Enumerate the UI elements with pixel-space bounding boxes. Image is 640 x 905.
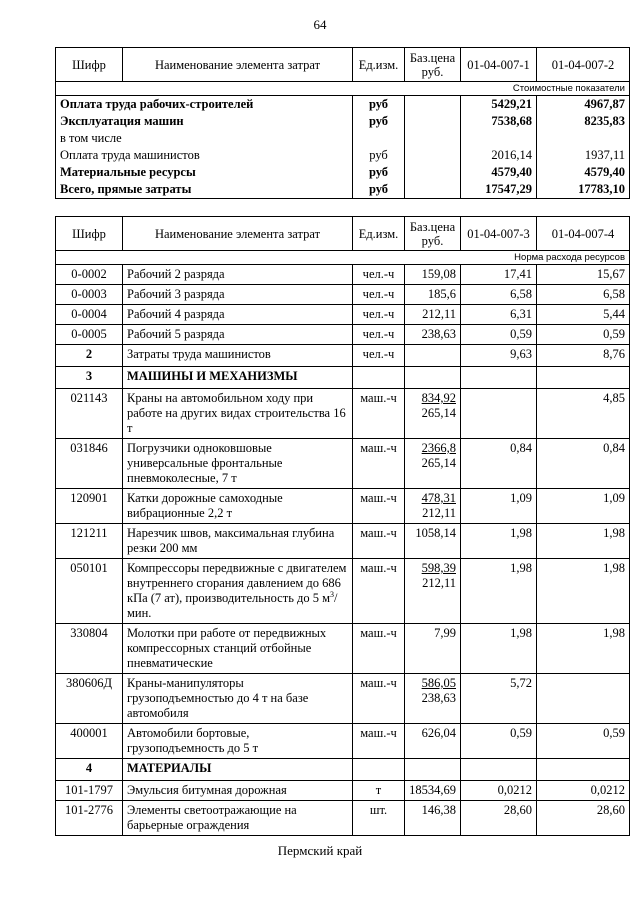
base-price-cell: 185,6 (405, 285, 461, 305)
base-price-cell (405, 559, 461, 624)
base-price-cell: 18534,69 (405, 781, 461, 801)
value-col-b: 8235,83 (537, 113, 630, 130)
cost-indicators-table (55, 47, 630, 199)
resource-name (123, 674, 353, 724)
price-numerator: 478,31 (421, 491, 456, 505)
resource-code: 0-0003 (56, 285, 123, 305)
value-col-a: 1,98 (461, 624, 537, 674)
unit-cell: руб (353, 113, 405, 130)
unit-cell: чел.-ч (353, 285, 405, 305)
header-col-a: 01-04-007-3 (461, 217, 537, 251)
value-col-a: 17,41 (461, 265, 537, 285)
price-fraction (422, 676, 456, 706)
resource-name-text: Рабочий 2 разряда (127, 267, 225, 281)
value-col-b: 17783,10 (537, 181, 630, 199)
base-price-cell (405, 367, 461, 389)
unit-cell: т (353, 781, 405, 801)
value-col-b: 1937,11 (537, 147, 630, 164)
resource-name-text: Затраты труда машинистов (127, 347, 271, 361)
header-col-a: 01-04-007-1 (461, 48, 537, 82)
resource-name-text: Катки дорожные самоходные вибрационные 2,2 т (127, 491, 283, 520)
resource-name (123, 724, 353, 759)
header-col-b: 01-04-007-2 (537, 48, 630, 82)
value-col-a: 9,63 (461, 345, 537, 367)
value-col-a: 1,98 (461, 559, 537, 624)
unit-cell: руб (353, 181, 405, 199)
value-col-a: 0,59 (461, 325, 537, 345)
value-col-b: 6,58 (537, 285, 630, 305)
value-col-a: 0,59 (461, 724, 537, 759)
table-row (56, 285, 630, 305)
table-row (56, 130, 630, 147)
resource-name (123, 801, 353, 836)
page-number: 64 (313, 17, 327, 32)
base-price-cell (405, 489, 461, 524)
resource-code: 2 (56, 345, 123, 367)
resource-name (123, 285, 353, 305)
table-row (56, 781, 630, 801)
base-price-cell: 146,38 (405, 801, 461, 836)
value-col-b: 0,84 (537, 439, 630, 489)
resource-code: 0-0004 (56, 305, 123, 325)
value-col-a: 1,98 (461, 524, 537, 559)
section-row (56, 345, 630, 367)
value-col-a (461, 759, 537, 781)
table-row (56, 389, 630, 439)
resource-name-text: Эмульсия битумная дорожная (127, 783, 287, 797)
value-col-b: 1,09 (537, 489, 630, 524)
value-col-a: 0,0212 (461, 781, 537, 801)
unit-cell: маш.-ч (353, 624, 405, 674)
resource-code: 101-1797 (56, 781, 123, 801)
resource-name (123, 489, 353, 524)
resource-norms-table (55, 216, 630, 836)
resource-name-text: Краны на автомобильном ходу при работе на других видах строительства 16 т (127, 391, 346, 435)
unit-cell: маш.-ч (353, 524, 405, 559)
base-price-cell (405, 759, 461, 781)
value-col-a: 5,72 (461, 674, 537, 724)
cost-item-name: Эксплуатация машин (56, 113, 353, 130)
base-price-cell: 1058,14 (405, 524, 461, 559)
value-col-a: 6,58 (461, 285, 537, 305)
header-name: Наименование элемента затрат (123, 48, 353, 82)
unit-cell: чел.-ч (353, 345, 405, 367)
value-col-a (461, 367, 537, 389)
unit-cell: чел.-ч (353, 305, 405, 325)
value-col-a (461, 130, 537, 147)
value-col-b: 5,44 (537, 305, 630, 325)
resource-name-text: Рабочий 3 разряда (127, 287, 225, 301)
resource-code: 3 (56, 367, 123, 389)
price-numerator: 586,05 (421, 676, 456, 690)
resource-code: 121211 (56, 524, 123, 559)
price-denominator: 212,11 (422, 506, 456, 520)
cost-item-name: Оплата труда рабочих-строителей (56, 96, 353, 114)
resource-name-text: МАТЕРИАЛЫ (127, 761, 212, 775)
value-col-a: 7538,68 (461, 113, 537, 130)
section-row (56, 759, 630, 781)
resource-code: 330804 (56, 624, 123, 674)
value-col-b: 0,59 (537, 724, 630, 759)
table-row (56, 801, 630, 836)
resource-code: 0-0002 (56, 265, 123, 285)
resource-code: 0-0005 (56, 325, 123, 345)
table-row (56, 305, 630, 325)
resource-name (123, 389, 353, 439)
table-row (56, 164, 630, 181)
header-base-price: Баз.цена руб. (405, 217, 461, 251)
unit-cell: маш.-ч (353, 439, 405, 489)
table-row (56, 113, 630, 130)
value-col-a: 2016,14 (461, 147, 537, 164)
base-price-cell (405, 345, 461, 367)
resource-name-text: Рабочий 4 разряда (127, 307, 225, 321)
price-denominator: 238,63 (421, 691, 456, 705)
base-price-cell (405, 147, 461, 164)
value-col-b: 15,67 (537, 265, 630, 285)
table-row (56, 147, 630, 164)
value-col-a: 6,31 (461, 305, 537, 325)
unit-cell: маш.-ч (353, 674, 405, 724)
resource-name (123, 367, 353, 389)
unit-cell (353, 130, 405, 147)
resource-name-text: Краны-манипуляторы грузоподъемностью до 4 т на базе автомобиля (127, 676, 309, 720)
resource-name (123, 524, 353, 559)
value-col-a: 0,84 (461, 439, 537, 489)
unit-cell: шт. (353, 801, 405, 836)
superscript: 3 (330, 589, 335, 599)
price-denominator: 212,11 (422, 576, 456, 590)
cost-item-name: Всего, прямые затраты (56, 181, 353, 199)
unit-cell: руб (353, 96, 405, 114)
value-col-b: 0,0212 (537, 781, 630, 801)
resource-code: 050101 (56, 559, 123, 624)
base-price-cell (405, 96, 461, 114)
value-col-a: 17547,29 (461, 181, 537, 199)
resource-name (123, 345, 353, 367)
unit-cell: руб (353, 164, 405, 181)
value-col-b: 1,98 (537, 559, 630, 624)
unit-cell: чел.-ч (353, 265, 405, 285)
header-col-b: 01-04-007-4 (537, 217, 630, 251)
resource-name-text: Молотки при работе от передвижных компрессорных станций отбойные пневматические (127, 626, 327, 670)
section-row (56, 367, 630, 389)
cost-item-name: в том числе (56, 130, 353, 147)
value-col-b: 0,59 (537, 325, 630, 345)
table-row (56, 489, 630, 524)
base-price-cell (405, 674, 461, 724)
resource-name-text: МАШИНЫ И МЕХАНИЗМЫ (127, 369, 298, 383)
table-row (56, 674, 630, 724)
header-unit: Ед.изм. (353, 48, 405, 82)
value-col-b: 4967,87 (537, 96, 630, 114)
table-row (56, 181, 630, 199)
footer-region: Пермский край (277, 843, 363, 858)
subheader: Норма расхода ресурсов (56, 251, 630, 265)
header-base-price: Баз.цена руб. (405, 48, 461, 82)
table-row (56, 724, 630, 759)
price-fraction (422, 441, 456, 471)
unit-cell: руб (353, 147, 405, 164)
resource-code: 031846 (56, 439, 123, 489)
resource-code: 021143 (56, 389, 123, 439)
header-name: Наименование элемента затрат (123, 217, 353, 251)
resource-name-text: Элементы светоотражающие на барьерные ограждения (127, 803, 297, 832)
base-price-cell: 7,99 (405, 624, 461, 674)
resource-code: 400001 (56, 724, 123, 759)
unit-cell: чел.-ч (353, 325, 405, 345)
unit-cell: маш.-ч (353, 489, 405, 524)
resource-name-text: Нарезчик швов, максимальная глубина резки 200 мм (127, 526, 335, 555)
price-numerator: 598,39 (421, 561, 456, 575)
price-fraction (422, 391, 456, 421)
base-price-cell (405, 181, 461, 199)
value-col-b (537, 130, 630, 147)
cost-item-name: Материальные ресурсы (56, 164, 353, 181)
value-col-a: 5429,21 (461, 96, 537, 114)
price-denominator: 265,14 (421, 456, 456, 470)
value-col-a: 1,09 (461, 489, 537, 524)
subheader: Стоимостные показатели (56, 82, 630, 96)
header-code: Шифр (56, 217, 123, 251)
resource-name (123, 759, 353, 781)
base-price-cell: 238,63 (405, 325, 461, 345)
price-denominator: 265,14 (421, 406, 456, 420)
resource-name (123, 624, 353, 674)
base-price-cell (405, 389, 461, 439)
resource-name-text: Погрузчики одноковшовые универсальные фронтальные пневмоколесные, 7 т (127, 441, 283, 485)
value-col-b: 4,85 (537, 389, 630, 439)
value-col-b: 28,60 (537, 801, 630, 836)
resource-name-text: Автомобили бортовые, грузоподъемность до 5 т (127, 726, 259, 755)
header-code: Шифр (56, 48, 123, 82)
value-col-b (537, 759, 630, 781)
unit-cell: маш.-ч (353, 559, 405, 624)
price-numerator: 834,92 (421, 391, 456, 405)
base-price-cell (405, 130, 461, 147)
value-col-a: 28,60 (461, 801, 537, 836)
base-price-cell (405, 113, 461, 130)
table-row (56, 439, 630, 489)
value-col-b (537, 674, 630, 724)
resource-code: 380606Д (56, 674, 123, 724)
unit-cell: маш.-ч (353, 724, 405, 759)
value-col-b: 4579,40 (537, 164, 630, 181)
table-row (56, 524, 630, 559)
resource-name (123, 325, 353, 345)
table-row (56, 96, 630, 114)
value-col-b (537, 367, 630, 389)
unit-cell (353, 367, 405, 389)
table-row (56, 624, 630, 674)
resource-name (123, 305, 353, 325)
base-price-cell: 212,11 (405, 305, 461, 325)
resource-name (123, 559, 353, 624)
base-price-cell: 159,08 (405, 265, 461, 285)
value-col-a (461, 389, 537, 439)
price-numerator: 2366,8 (421, 441, 456, 455)
table-row (56, 265, 630, 285)
value-col-b: 1,98 (537, 624, 630, 674)
cost-item-name: Оплата труда машинистов (56, 147, 353, 164)
resource-name (123, 265, 353, 285)
resource-code: 120901 (56, 489, 123, 524)
price-fraction (422, 491, 456, 521)
base-price-cell (405, 164, 461, 181)
resource-name-text: Рабочий 5 разряда (127, 327, 225, 341)
resource-name-tail: /мин. (127, 591, 338, 620)
resource-name-text: Компрессоры передвижные с двигателем внутреннего сгорания давлением до 686 кПа (7 ат), производительность до 5 м (127, 561, 347, 605)
unit-cell (353, 759, 405, 781)
base-price-cell (405, 439, 461, 489)
table-row (56, 325, 630, 345)
table-row (56, 559, 630, 624)
value-col-b: 1,98 (537, 524, 630, 559)
base-price-cell: 626,04 (405, 724, 461, 759)
header-unit: Ед.изм. (353, 217, 405, 251)
resource-code: 4 (56, 759, 123, 781)
resource-code: 101-2776 (56, 801, 123, 836)
unit-cell: маш.-ч (353, 389, 405, 439)
value-col-b: 8,76 (537, 345, 630, 367)
resource-name (123, 781, 353, 801)
price-fraction (422, 561, 456, 591)
resource-name (123, 439, 353, 489)
value-col-a: 4579,40 (461, 164, 537, 181)
